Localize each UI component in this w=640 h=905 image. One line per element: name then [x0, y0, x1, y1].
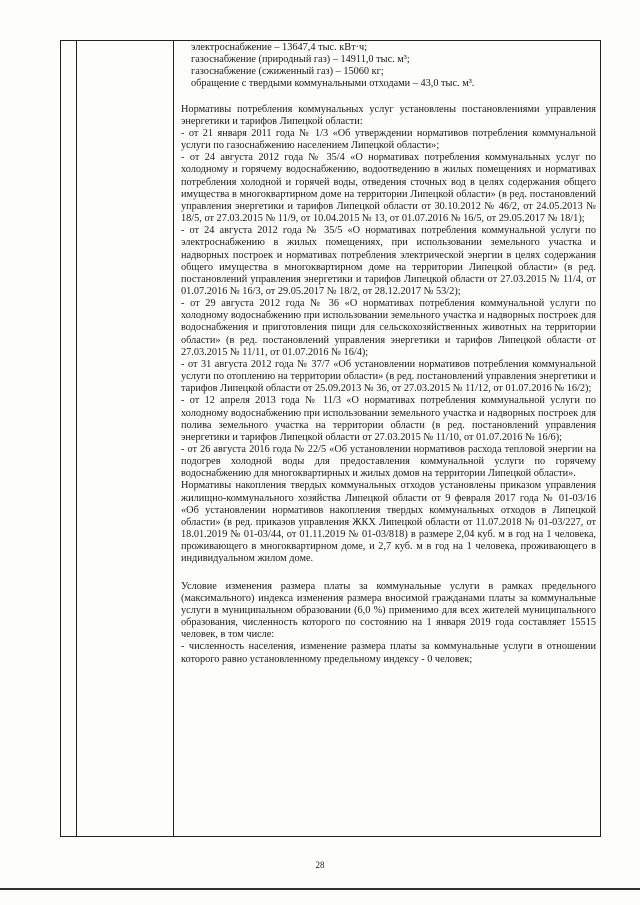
waste-norms-paragraph: Нормативы накопления твердых коммунальных отходов установлены приказом управления жилищно-коммунального хозяйства Липецкой области от 9 февраля 2017 года № 01-03/16 «Об установлении нормативов накопления твердых коммунальных отходов в Липецкой области» (в ред. приказов управления ЖКХ Липецкой области от 11.07.2018 № 01-03/227, от 18.01.2019 № 01-03/44, от 01.11.2019 № 01-03/818) в размере 2,04 куб. м в год на 1 человека, проживающего в многоквартирном доме, и 2,7 куб. м в год на 1 человека, проживающего в индивидуальном жилом доме. — [181, 480, 596, 565]
norm-item: - от 31 августа 2012 года № 37/7 «Об установлении нормативов потребления коммунальной услуги по отоплению на территории области» (в ред. постановлений управления энергетики и тарифов Липецкой области от 25.09.2013 № 36, от 27.03.2015 № 11/12, от 01.07.2016 № 16/2); — [181, 358, 596, 395]
resource-line-waste: обращение с твердыми коммунальными отходами – 43,0 тыс. м³. — [191, 78, 475, 90]
document-content-cell — [181, 42, 596, 666]
resource-line-natural-gas: газоснабжение (природный газ) – 14911,0 тыс. м³; — [191, 54, 410, 66]
column-divider — [76, 41, 77, 836]
norm-item: - от 26 августа 2016 года № 22/5 «Об установлении нормативов расхода тепловой энергии на подогрев холодной воды для предоставления коммунальной услуги по горячему водоснабжению для многоквартирных и жилых домов на территории Липецкой области». — [181, 444, 596, 480]
resource-line-liquefied-gas: газоснабжение (сжиженный газ) – 15060 кг; — [191, 66, 384, 78]
norm-item: - от 24 августа 2012 года № 35/5 «О нормативах потребления коммунальной услуги по электроснабжению в жилых помещениях, при использовании земельного участка и надворных построек и нормативах потребления электрической энергии в целях содержания общего имущества в многоквартирном доме на территории Липецкой области» (в ред. постановлений управления энергетики и тарифов Липецкой области от 27.03.2015 № 11/4, от 01.07.2016 № 16/3, от 29.05.2017 № 18/2, от 28.12.2017 № 53/2); — [181, 225, 596, 297]
scan-bottom-edge — [0, 888, 640, 890]
norm-item: - от 12 апреля 2013 года № 11/3 «О нормативах потребления коммунальной услуги по холодному водоснабжению при использовании земельного участка и надворных построек для полива земельного участка на территории области (в ред. постановлений управления энергетики и тарифов Липецкой области от 27.03.2015 № 11/10, от 01.07.2016 № 16/6); — [181, 395, 596, 443]
column-divider — [173, 41, 174, 836]
norms-intro-paragraph: Нормативы потребления коммунальных услуг установлены постановлениями управления энергетики и тарифов Липецкой области: — [181, 103, 596, 127]
conditions-paragraph: Условие изменения размера платы за коммунальные услуги в рамках предельного (максимального) индекса изменения размера вносимой гражданами платы за коммунальные услуги в муниципальном образовании (6,0 %) применимо для всех жителей муниципального образования, численность которого по состоянию на 1 января 2019 года составляет 15515 человек, в том числе: — [181, 580, 596, 641]
page-number: 28 — [315, 860, 325, 870]
document-table-frame — [60, 40, 601, 837]
norm-item: - от 29 августа 2012 года № 36 «О нормативах потребления коммунальной услуги по холодному водоснабжению при использовании земельного участка и надворных построек для водоснабжения и приготовления пищи для сельскохозяйственных животных на территории области» (в ред. постановлений управления энергетики и тарифов Липецкой области от 27.03.2015 № 11/11, от 01.07.2016 № 16/4); — [181, 298, 596, 358]
resource-line-electricity: электроснабжение – 13647,4 тыс. кВт·ч; — [191, 42, 368, 53]
norm-item: - от 24 августа 2012 года № 35/4 «О нормативах потребления коммунальных услуг по холодному и горячему водоснабжению, водоотведению в жилых помещениях и нормативах потребления холодной и горячей воды, отведения сточных вод в целях содержания общего имущества в многоквартирном доме на территории Липецкой области» (в ред. постановлений управления энергетики и тарифов Липецкой области от 30.10.2012 № 46/2, от 24.05.2013 № 18/5, от 27.03.2015 № 11/9, от 10.04.2015 № 13, от 01.07.2016 № 16/5, от 29.05.2017 № 18/1); — [181, 152, 596, 225]
population-item: - численность населения, изменение размера платы за коммунальные услуги в отношении которого равно установленному предельному индексу - 0 человек; — [181, 641, 596, 665]
norm-item: - от 21 января 2011 года № 1/3 «Об утверждении нормативов потребления коммунальной услуги по газоснабжению населением Липецкой области»; — [181, 127, 596, 152]
